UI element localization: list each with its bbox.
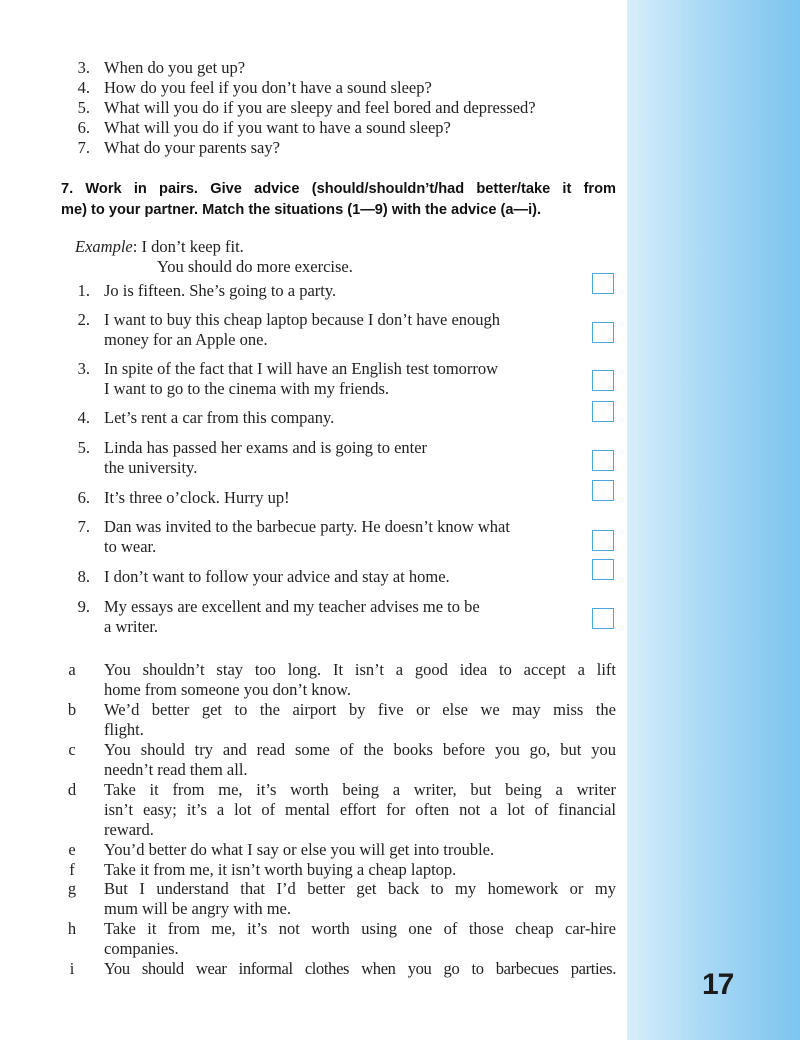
advice-text: You’d better do what I say or else you will get into trouble.	[104, 840, 495, 859]
situation-text: to wear.	[104, 537, 157, 556]
situation-text: Let’s rent a car from this company.	[104, 408, 335, 427]
question-number: 3.	[77, 58, 90, 77]
situation-number: 1.	[77, 281, 90, 300]
advice-text: You should try and read some of the books before you go, but you	[104, 740, 616, 759]
situation-number: 6.	[77, 488, 90, 507]
decorative-sidebar	[627, 0, 800, 1040]
situation-text: Linda has passed her exams and is going to enter	[104, 438, 428, 457]
answer-checkbox-2[interactable]	[592, 322, 614, 343]
situation-text: a writer.	[104, 617, 159, 636]
situation-text: I don’t want to follow your advice and stay at home.	[104, 567, 450, 586]
question-number: 6.	[77, 118, 90, 137]
advice-letter: e	[68, 840, 76, 859]
situation-text: My essays are excellent and my teacher advises me to be	[104, 597, 480, 616]
situation-text: I want to buy this cheap laptop because I don’t have enough	[104, 310, 501, 329]
answer-checkbox-3[interactable]	[592, 370, 614, 391]
answer-checkbox-5[interactable]	[592, 450, 614, 471]
advice-text: You should wear informal clothes when you go to barbecues parties.	[104, 959, 616, 978]
question-number: 7.	[77, 138, 90, 157]
answer-checkbox-6[interactable]	[592, 480, 614, 501]
advice-text: Take it from me, it’s worth being a writer, but being a writer	[104, 780, 616, 799]
situation-number: 3.	[77, 359, 90, 378]
situation-number: 7.	[77, 517, 90, 536]
task-heading-line: 7. Work in pairs. Give advice (should/shouldn’t/had better/take it from	[61, 181, 616, 197]
advice-letter: i	[69, 959, 75, 978]
situation-number: 2.	[77, 310, 90, 329]
question-text: How do you feel if you don’t have a sound sleep?	[104, 78, 432, 97]
advice-letter: c	[68, 740, 76, 759]
advice-text: Take it from me, it isn’t worth buying a cheap laptop.	[104, 860, 457, 879]
advice-text: mum will be angry with me.	[104, 899, 291, 918]
task-heading-line: me) to your partner. Match the situations (1—9) with the advice (a—i).	[61, 202, 542, 218]
situation-text: Jo is fifteen. She’s going to a party.	[104, 281, 337, 300]
question-text: What do your parents say?	[104, 138, 280, 157]
advice-letter: f	[69, 860, 75, 879]
advice-text: We’d better get to the airport by five or else we may miss the	[104, 700, 616, 719]
question-text: What will you do if you want to have a sound sleep?	[104, 118, 451, 137]
advice-text: Take it from me, it’s not worth using one of those cheap car-hire	[104, 919, 616, 938]
advice-text: needn’t read them all.	[104, 760, 248, 779]
situation-text: It’s three o’clock. Hurry up!	[104, 488, 290, 507]
advice-letter: h	[67, 919, 77, 938]
question-text: What will you do if you are sleepy and feel bored and depressed?	[104, 98, 536, 117]
situation-text: I want to go to the cinema with my friends.	[104, 379, 390, 398]
advice-text: flight.	[104, 720, 144, 739]
situation-text: the university.	[104, 458, 198, 477]
advice-text: You shouldn’t stay too long. It isn’t a good idea to accept a lift	[104, 660, 616, 679]
advice-letter: g	[67, 879, 77, 898]
advice-letter: b	[67, 700, 77, 719]
advice-text: isn’t easy; it’s a lot of mental effort for often not a lot of financial	[104, 800, 616, 819]
answer-checkbox-4[interactable]	[592, 401, 614, 422]
advice-text: reward.	[104, 820, 154, 839]
answer-checkbox-7[interactable]	[592, 530, 614, 551]
answer-checkbox-1[interactable]	[592, 273, 614, 294]
situation-number: 4.	[77, 408, 90, 427]
example-sentence: I don’t keep fit.	[137, 237, 244, 256]
example-line	[75, 237, 244, 257]
situation-number: 8.	[77, 567, 90, 586]
situation-text: Dan was invited to the barbecue party. He doesn’t know what	[104, 517, 510, 536]
answer-checkbox-9[interactable]	[592, 608, 614, 629]
example-answer: You should do more exercise.	[157, 257, 353, 276]
advice-text: But I understand that I’d better get back to my homework or my	[104, 879, 616, 898]
example-label: Example	[75, 237, 133, 256]
advice-letter: a	[68, 660, 76, 679]
situation-number: 9.	[77, 597, 90, 616]
situation-text: money for an Apple one.	[104, 330, 268, 349]
advice-letter: d	[67, 780, 77, 799]
question-text: When do you get up?	[104, 58, 246, 77]
advice-text: companies.	[104, 939, 179, 958]
task-heading	[61, 179, 616, 221]
advice-text: home from someone you don’t know.	[104, 680, 352, 699]
answer-checkbox-8[interactable]	[592, 559, 614, 580]
question-number: 4.	[77, 78, 90, 97]
situation-text: In spite of the fact that I will have an English test tomorrow	[104, 359, 499, 378]
example-colon: :	[132, 237, 138, 256]
question-number: 5.	[77, 98, 90, 117]
page-number: 17	[702, 968, 734, 1001]
situation-number: 5.	[77, 438, 90, 457]
